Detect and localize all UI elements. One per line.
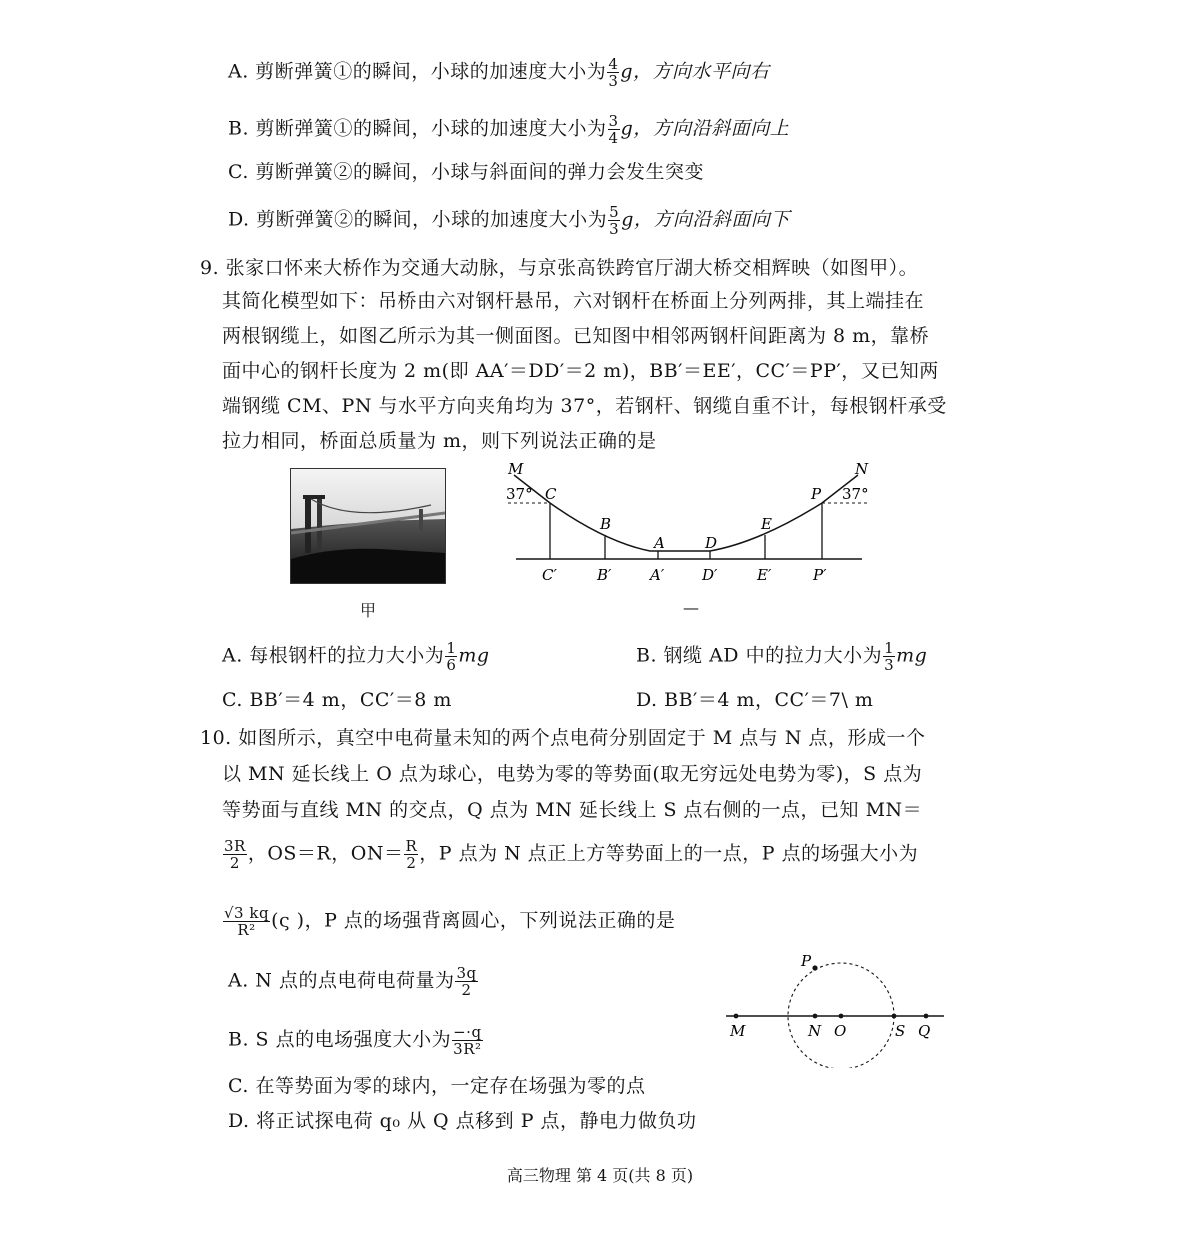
q10-option-c: C. 在等势面为零的球内，一定存在场强为零的点	[228, 1075, 646, 1097]
point-label: A	[654, 534, 665, 552]
q10-option-b: B. S 点的电场强度大小为 $\frac{-\cdot q}{\text{3R²}}$	[228, 1023, 482, 1058]
point-label: M	[508, 460, 524, 478]
q10-stem-line: $\frac{√3 kq}{\text{R²}}$ (ς )，P 点的场强背离圆心，下列说法正确的是	[224, 904, 676, 939]
point-label: O	[834, 1022, 847, 1040]
suspension-bridge-diagram	[500, 458, 880, 588]
point-p-dot	[812, 965, 817, 970]
q8-option-c: C. 剪断弹簧②的瞬间，小球与斜面间的弹力会发生突变	[228, 161, 704, 183]
point-label: A′	[650, 566, 665, 584]
fraction: $\frac{3}{4}$	[608, 112, 619, 147]
fraction: $\frac{3R}{2}$	[224, 837, 246, 872]
point-q-dot	[924, 1014, 929, 1019]
q9-stem-line: 两根钢缆上，如图乙所示为其一侧面图。已知图中相邻两钢杆间距离为 8 m，靠桥	[222, 325, 930, 347]
point-label: P′	[813, 566, 827, 584]
fraction: $\frac{R}{2}$	[405, 837, 418, 872]
q9-option-b: B. 钢缆 AD 中的拉力大小为 $\frac{1}{3}$ mg	[636, 639, 928, 674]
q8-option-d: D. 剪断弹簧②的瞬间，小球的加速度大小为 $\frac{5}{3}$ g，方向沿斜面向下	[228, 203, 790, 238]
point-s-dot	[892, 1014, 897, 1019]
bridge-photo	[290, 468, 446, 584]
fraction: $\frac{4}{3}$	[608, 55, 619, 90]
q10-option-a: A. N 点的点电荷电荷量为 $\frac{3q}{2}$	[228, 964, 477, 999]
bridge-photo-illustration	[291, 469, 445, 583]
angle-label-left: 37°	[506, 485, 533, 503]
q8-option-b: B. 剪断弹簧①的瞬间，小球的加速度大小为 $\frac{3}{4}$ g，方向沿斜面向上	[228, 112, 790, 147]
q10-stem-line: $\frac{3R}{2}$ ，OS＝R，ON＝ $\frac{R}{2}$ ，P 点为 N 点正上方等势面上的一点，P 点的场强大小为	[224, 837, 919, 872]
q9-stem-line: 其简化模型如下：吊桥由六对钢杆悬吊，六对钢杆在桥面上分列两排，其上端挂在	[222, 290, 925, 312]
point-label: N	[808, 1022, 822, 1040]
q8-a-suffix: g，方向水平向右	[620, 60, 770, 83]
point-o-dot	[839, 1014, 844, 1019]
equipotential-sphere-diagram	[722, 948, 950, 1068]
point-label: E	[761, 515, 772, 533]
point-label: N	[855, 460, 869, 478]
page-footer: 高三物理 第 4 页(共 8 页)	[506, 1166, 694, 1185]
fraction: $\frac{-\cdot q}{\text{3R²}}$	[453, 1023, 482, 1058]
point-m-dot	[734, 1014, 739, 1019]
figure-caption-yi: —	[683, 598, 699, 617]
point-label: C′	[542, 566, 557, 584]
q9-stem-line: 面中心的钢杆长度为 2 m(即 AA′＝DD′＝2 m)，BB′＝EE′，CC′＝PP′，又已知两	[222, 360, 939, 382]
point-label: Q	[918, 1022, 931, 1040]
fraction: $\frac{5}{3}$	[609, 203, 620, 238]
point-label: D′	[702, 566, 718, 584]
q9-option-d: D. BB′＝4 m，CC′＝7\ m	[636, 689, 874, 711]
q9-option-a: A. 每根钢杆的拉力大小为 $\frac{1}{6}$ mg	[222, 639, 490, 674]
q10-stem-line: 10. 如图所示，真空中电荷量未知的两个点电荷分别固定于 M 点与 N 点，形成一个	[200, 727, 926, 749]
point-n-dot	[813, 1014, 818, 1019]
q9-stem-line: 端钢缆 CM、PN 与水平方向夹角均为 37°，若钢杆、钢缆自重不计，每根钢杆承受	[222, 395, 947, 417]
point-label: P	[801, 952, 812, 970]
q8-a-text: A. 剪断弹簧①的瞬间，小球的加速度大小为	[228, 60, 607, 83]
q9-stem-line: 9. 张家口怀来大桥作为交通大动脉，与京张高铁跨官厅湖大桥交相辉映（如图甲）。	[200, 257, 919, 279]
point-label: M	[730, 1022, 746, 1040]
q10-stem-line: 以 MN 延长线上 O 点为球心，电势为零的等势面(取无穷远处电势为零)，S 点为	[222, 763, 923, 785]
q9-stem-line: 拉力相同，桥面总质量为 m，则下列说法正确的是	[222, 430, 657, 452]
point-label: C	[545, 485, 557, 503]
point-label: E′	[757, 566, 772, 584]
fraction: $\frac{√3 kq}{\text{R²}}$	[224, 904, 270, 939]
point-label: B′	[597, 566, 612, 584]
main-cable	[514, 475, 858, 551]
q10-stem-line: 等势面与直线 MN 的交点，Q 点为 MN 延长线上 S 点右侧的一点，已知 MN＝	[222, 799, 923, 821]
q10-option-d: D. 将正试探电荷 q₀ 从 Q 点移到 P 点，静电力做负功	[228, 1110, 697, 1132]
angle-label-right: 37°	[842, 485, 869, 503]
point-label: D	[705, 534, 718, 552]
q9-option-c: C. BB′＝4 m，CC′＝8 m	[222, 689, 452, 711]
point-label: B	[600, 515, 612, 533]
point-label: S	[895, 1022, 906, 1040]
fraction: $\frac{3q}{2}$	[456, 964, 477, 999]
figure-caption-jia: 甲	[360, 601, 377, 620]
point-label: P	[811, 485, 822, 503]
q8-option-a	[228, 56, 770, 89]
fraction: $\frac{1}{6}$	[446, 639, 457, 674]
fraction: $\frac{1}{3}$	[884, 639, 895, 674]
